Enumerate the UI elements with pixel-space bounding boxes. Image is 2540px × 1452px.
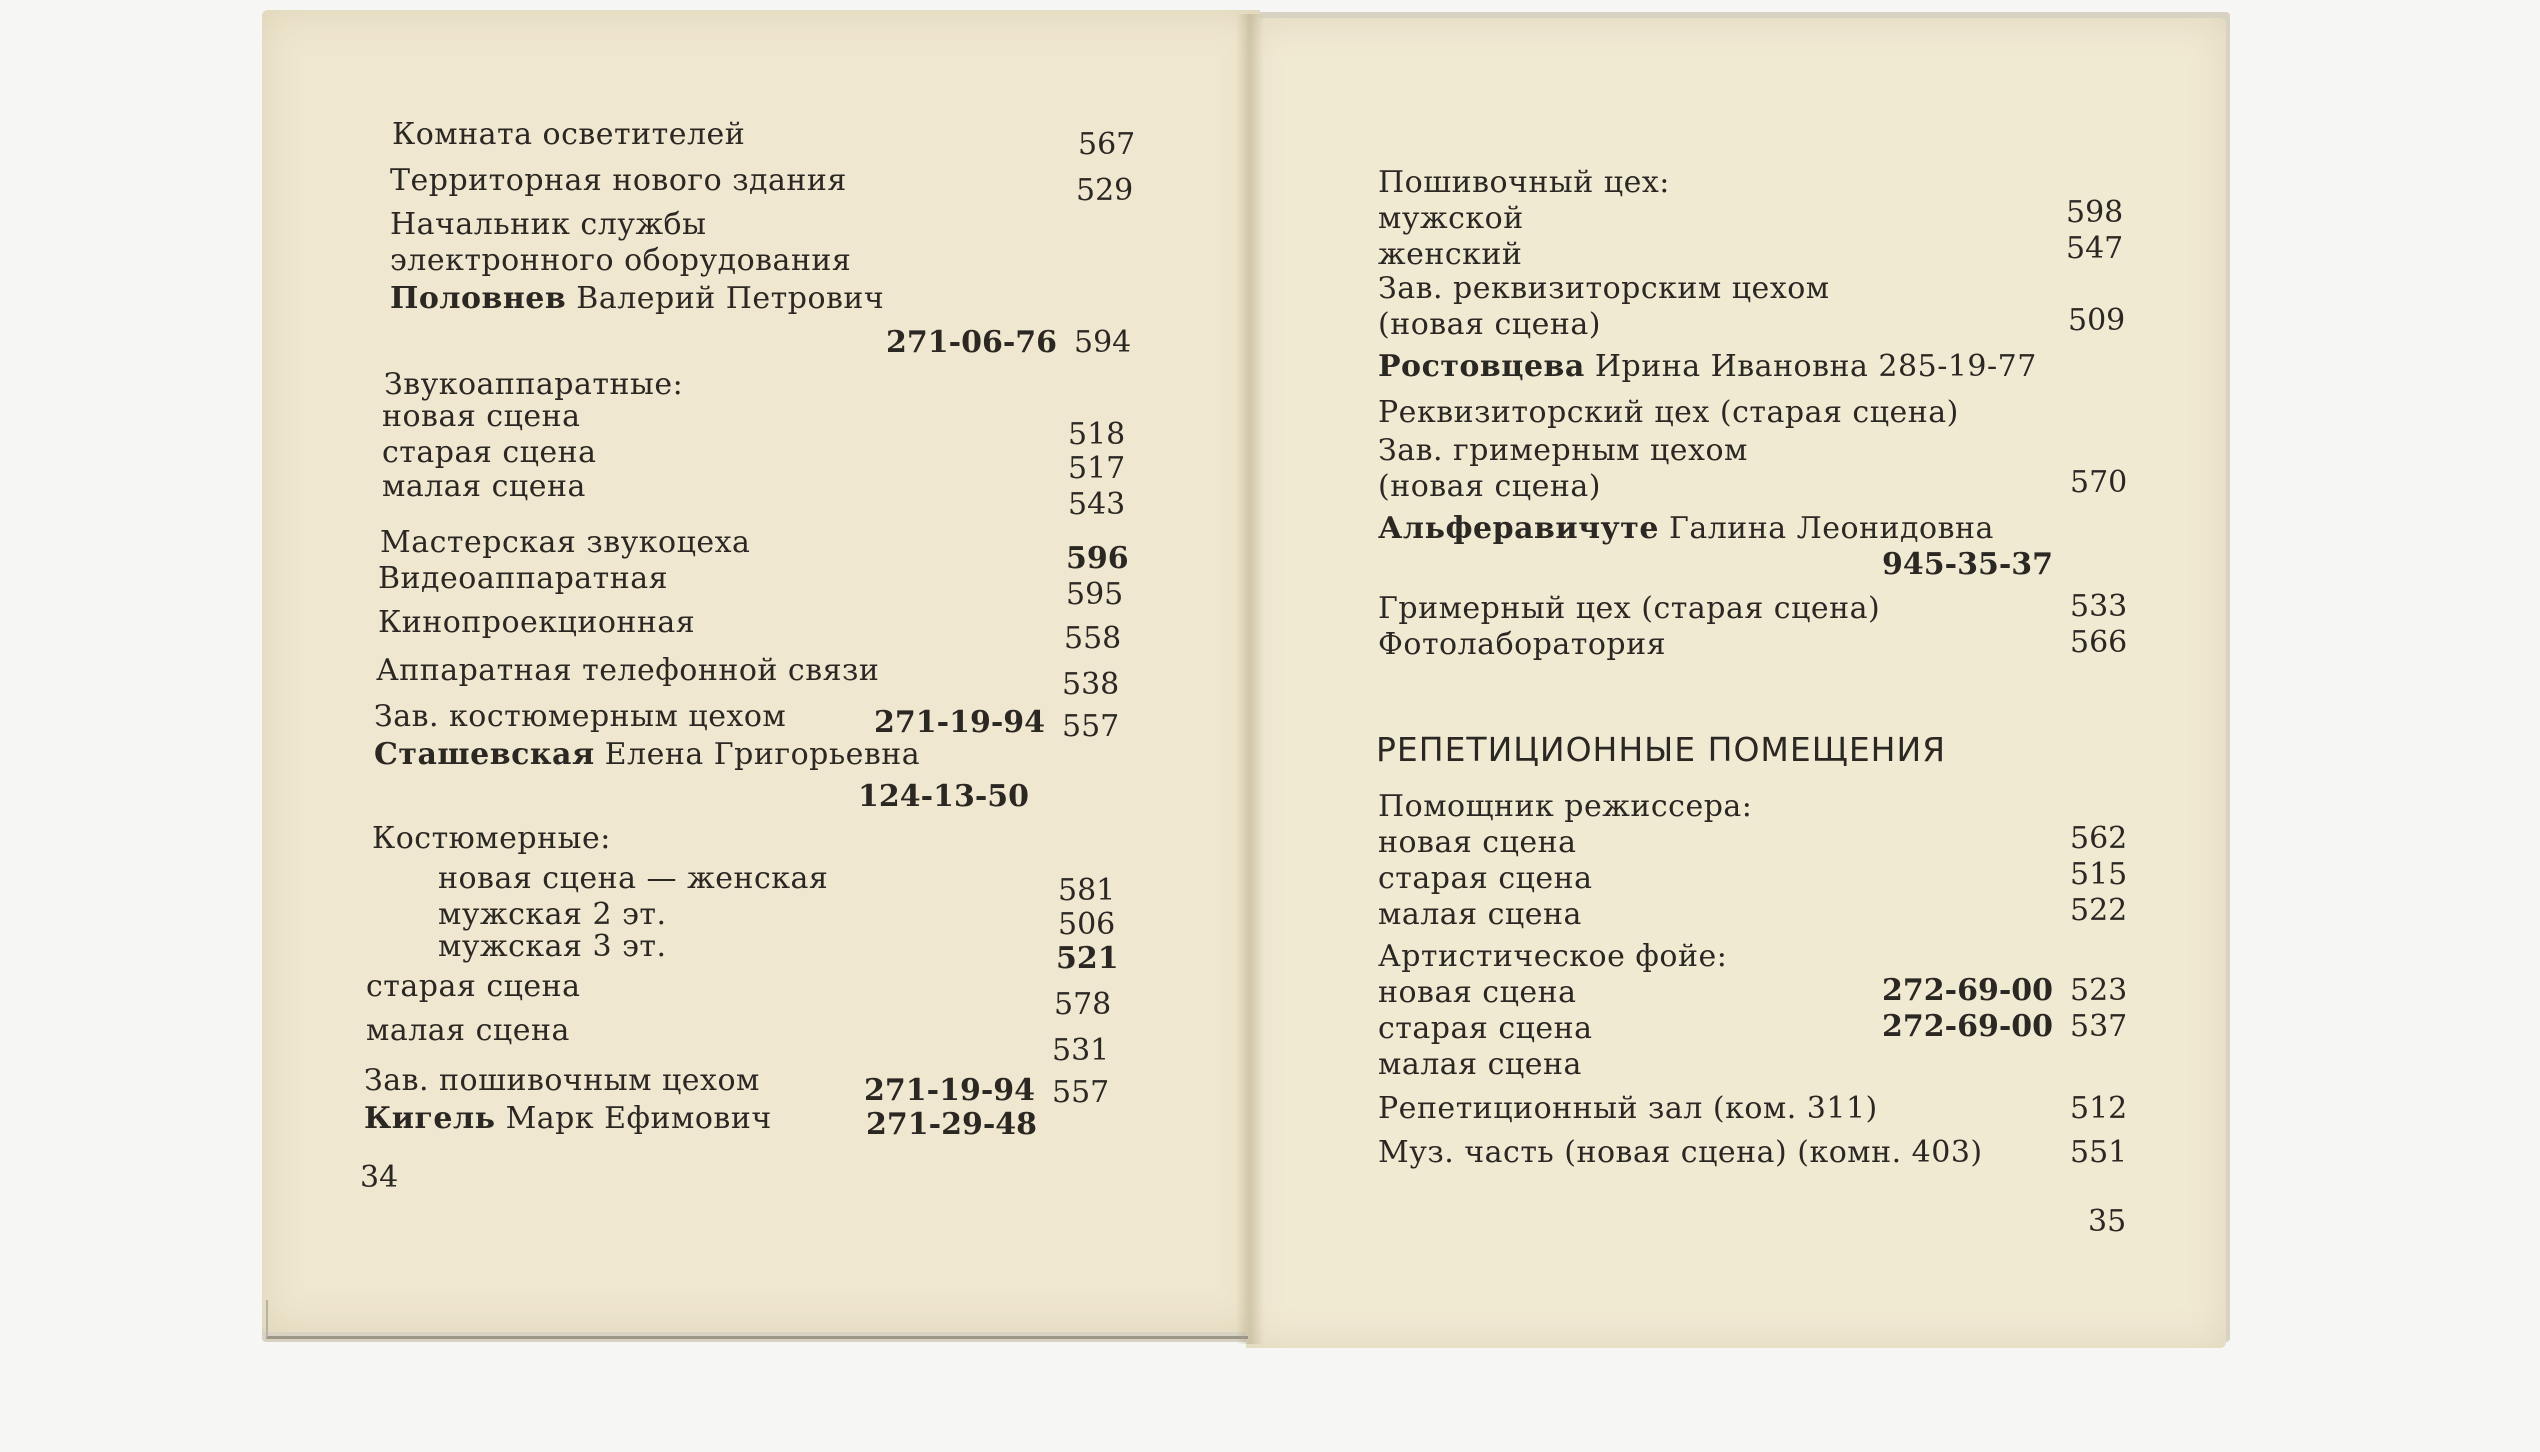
entry-label: новая сцена — женская: [438, 861, 829, 896]
entry-ext: 515: [2070, 857, 2128, 892]
entry-phone: 271-06-76: [886, 325, 1058, 360]
entry-ext: 538: [1062, 667, 1120, 702]
entry-label: Видеоаппаратная: [378, 561, 669, 596]
person-given-names: Галина Леонидовна: [1658, 511, 1994, 546]
entry-ext: 595: [1066, 577, 1124, 612]
entry-label: Зав. костюмерным цехом: [374, 699, 787, 734]
entry-ext: 529: [1076, 173, 1134, 208]
person-surname: Половнев: [390, 281, 567, 316]
entry-label: Комната осветителей: [392, 117, 746, 152]
entry-phone: 272-69-00: [1882, 973, 2054, 1008]
entry-ext: 512: [2070, 1091, 2128, 1126]
entry-ext: 558: [1064, 621, 1122, 656]
entry-ext: 578: [1054, 987, 1112, 1022]
entry-ext: 551: [2070, 1135, 2128, 1170]
entry-label: Гримерный цех (старая сцена): [1378, 591, 1881, 626]
person-surname: Альферавичуте: [1378, 511, 1659, 546]
person-name: [374, 738, 920, 772]
entry-ext: 557: [1062, 709, 1120, 744]
person-given-names: Валерий Петрович: [566, 281, 885, 316]
page-number: 34: [360, 1160, 399, 1195]
page-edges: [266, 1300, 1248, 1339]
entry-label: Пошивочный цех:: [1378, 165, 1670, 200]
entry-ext: 566: [2070, 625, 2128, 660]
entry-label: мужская 2 эт.: [438, 897, 667, 932]
entry-label: Помощник режиссера:: [1378, 789, 1753, 824]
entry-phone: 124-13-50: [858, 779, 1030, 814]
entry-ext: 557: [1052, 1075, 1110, 1110]
entry-label: Костюмерные:: [372, 821, 611, 856]
entry-label: (новая сцена): [1378, 469, 1601, 504]
entry-label: Артистическое фойе:: [1378, 939, 1728, 974]
entry-label: Звукоаппаратные:: [384, 367, 684, 402]
entry-ext: 581: [1058, 873, 1116, 908]
entry-phone: 271-29-48: [866, 1107, 1038, 1142]
entry-label: Муз. часть (новая сцена) (комн. 403): [1378, 1135, 1983, 1170]
entry-ext: 598: [2066, 195, 2124, 230]
entry-ext: 596: [1066, 541, 1129, 576]
entry-label: мужская 3 эт.: [438, 929, 667, 964]
person-name: [1378, 350, 2037, 384]
entry-label: Реквизиторский цех (старая сцена): [1378, 395, 1959, 430]
entry-label: Зав. реквизиторским цехом: [1378, 271, 1830, 306]
person-given-names: Ирина Ивановна 285-19-77: [1584, 349, 2037, 384]
entry-ext: 506: [1058, 907, 1116, 942]
entry-ext: 570: [2070, 465, 2128, 500]
entry-label: (новая сцена): [1378, 307, 1601, 342]
entry-label: малая сцена: [1378, 1047, 1582, 1082]
person-surname: Ростовцева: [1378, 349, 1585, 384]
person-surname: Кигель: [364, 1101, 496, 1136]
entry-label: Кинопроекционная: [378, 605, 696, 640]
entry-ext: 562: [2070, 821, 2128, 856]
entry-phone: 271-19-94: [864, 1073, 1036, 1108]
entry-ext: 537: [2070, 1009, 2128, 1044]
entry-label: Зав. гримерным цехом: [1378, 433, 1748, 468]
entry-label: электронного оборудования: [390, 243, 852, 278]
entry-label: мужской: [1378, 201, 1524, 236]
entry-label: Мастерская звукоцеха: [380, 525, 751, 560]
entry-label: Аппаратная телефонной связи: [376, 653, 880, 688]
entry-label: Начальник службы: [390, 207, 707, 242]
entry-label: малая сцена: [1378, 897, 1582, 932]
entry-label: новая сцена: [382, 399, 581, 434]
entry-ext: 509: [2068, 303, 2126, 338]
section-heading: РЕПЕТИЦИОННЫЕ ПОМЕЩЕНИЯ: [1376, 730, 1947, 769]
entry-label: старая сцена: [1378, 1011, 1593, 1046]
person-name: [390, 282, 884, 316]
entry-ext: 522: [2070, 893, 2128, 928]
entry-phone: 272-69-00: [1882, 1009, 2054, 1044]
entry-label: старая сцена: [382, 435, 597, 470]
entry-ext: 543: [1068, 487, 1126, 522]
entry-phone: 945-35-37: [1882, 547, 2054, 582]
entry-label: старая сцена: [1378, 861, 1593, 896]
person-name: [364, 1102, 772, 1136]
person-given-names: Елена Григорьевна: [594, 737, 921, 772]
entry-label: Зав. пошивочным цехом: [364, 1063, 760, 1098]
entry-label: Репетиционный зал (ком. 311): [1378, 1091, 1878, 1126]
entry-label: старая сцена: [366, 969, 581, 1004]
entry-ext: 567: [1078, 127, 1136, 162]
entry-phone: 271-19-94: [874, 705, 1046, 740]
entry-ext: 547: [2066, 231, 2124, 266]
entry-ext: 517: [1068, 451, 1126, 486]
person-given-names: Марк Ефимович: [495, 1101, 772, 1136]
entry-ext: 518: [1068, 417, 1126, 452]
entry-label: новая сцена: [1378, 825, 1577, 860]
entry-ext: 531: [1052, 1033, 1110, 1068]
entry-label: новая сцена: [1378, 975, 1577, 1010]
entry-label: малая сцена: [366, 1013, 570, 1048]
entry-label: Территорная нового здания: [390, 163, 847, 198]
person-name: [1378, 512, 1994, 546]
entry-label: Фотолаборатория: [1378, 627, 1667, 662]
entry-ext: 594: [1074, 325, 1132, 360]
entry-ext: 523: [2070, 973, 2128, 1008]
entry-ext: 533: [2070, 589, 2128, 624]
entry-label: малая сцена: [382, 469, 586, 504]
book-gutter: [1236, 14, 1264, 1344]
entry-ext: 521: [1056, 941, 1119, 976]
person-surname: Сташевская: [374, 737, 595, 772]
page-number: 35: [2088, 1204, 2127, 1239]
entry-label: женский: [1378, 237, 1523, 272]
